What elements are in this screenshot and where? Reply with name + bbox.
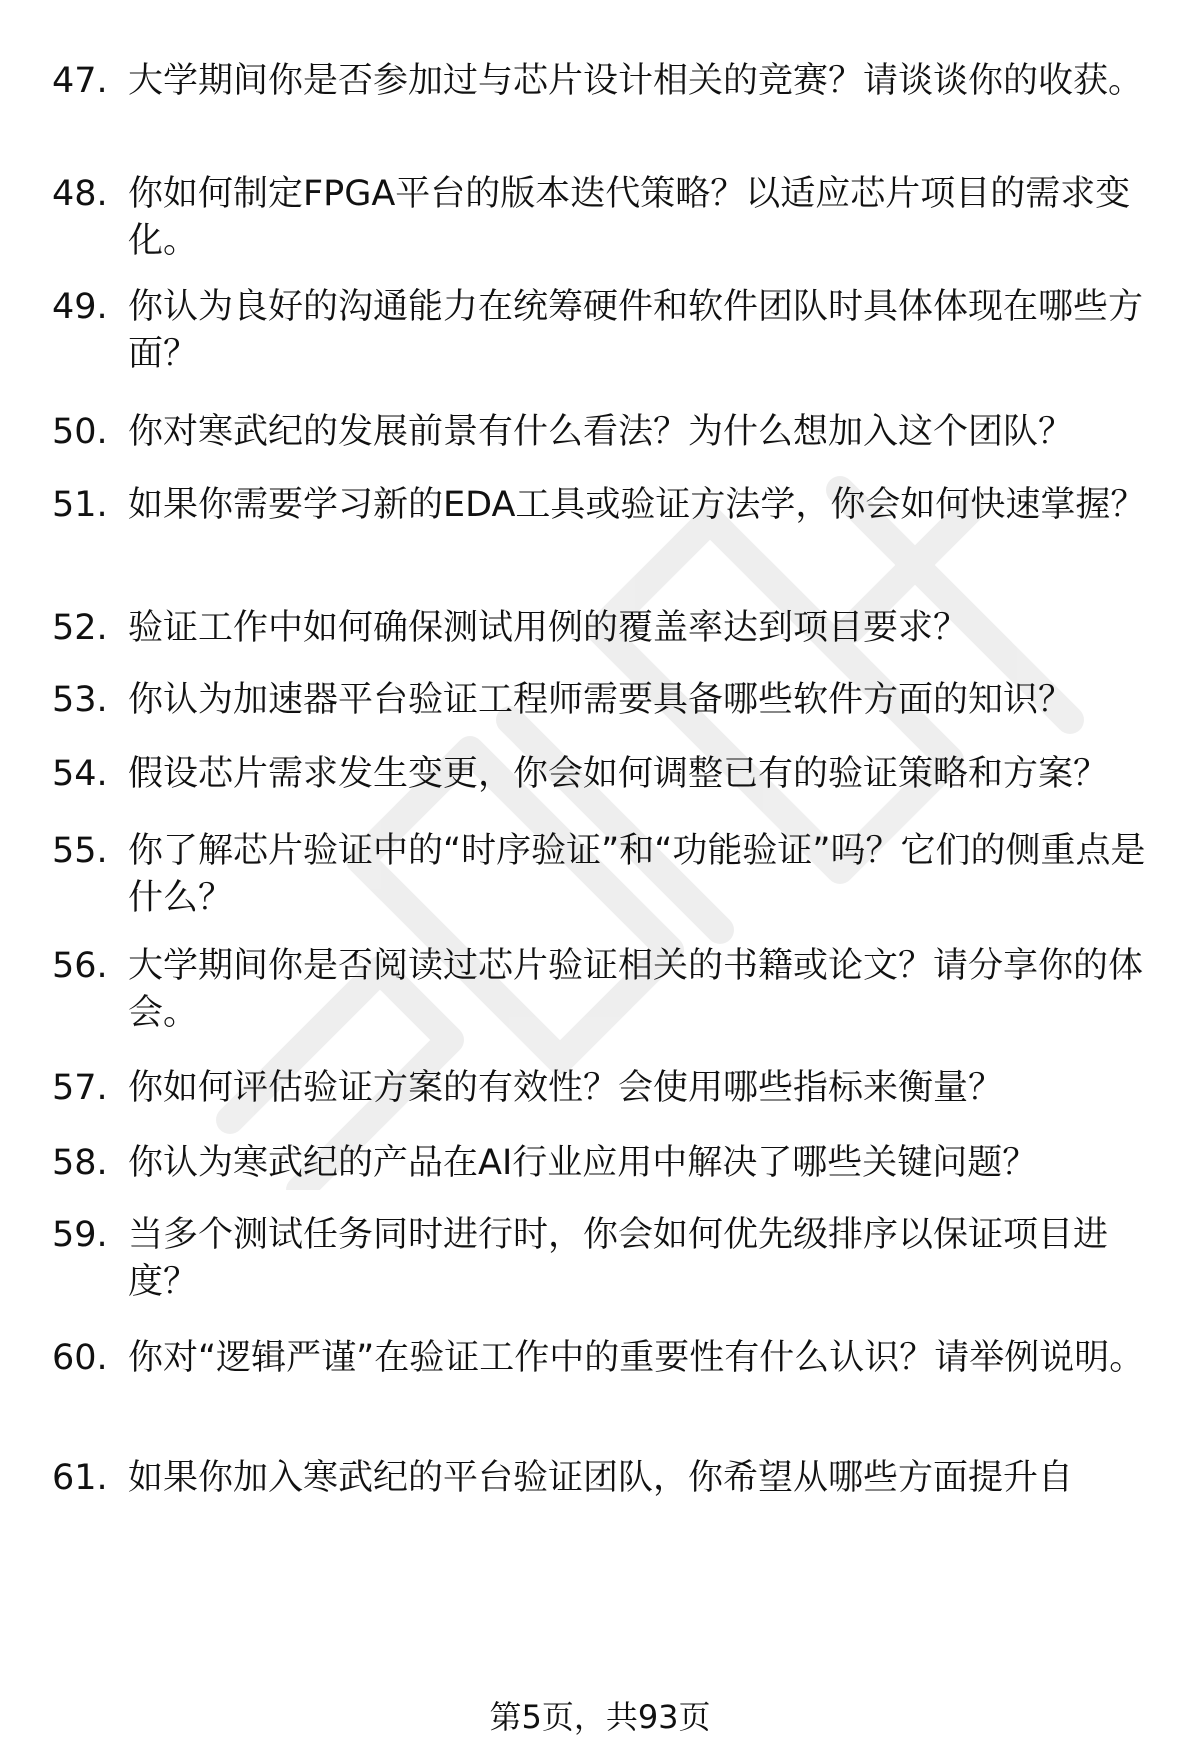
- question-number: 56.: [52, 946, 108, 986]
- question-number: 47.: [52, 61, 108, 101]
- question-number: 51.: [52, 485, 108, 525]
- question-text: 当多个测试任务同时进行时，你会如何优先级排序以保证项目进度？: [128, 1215, 1109, 1302]
- list-item: [52, 943, 1162, 1037]
- question-number: 55.: [52, 831, 108, 871]
- question-text: 你对“逻辑严谨”在验证工作中的重要性有什么认识？请举例说明。: [128, 1338, 1145, 1378]
- question-number: 52.: [52, 608, 108, 648]
- question-text: 你如何制定FPGA平台的版本迭代策略？以适应芯片项目的需求变化。: [128, 174, 1131, 261]
- list-item: [52, 1065, 1162, 1112]
- question-text: 如果你需要学习新的EDA工具或验证方法学，你会如何快速掌握？: [128, 485, 1146, 525]
- question-text: 你认为加速器平台验证工程师需要具备哪些软件方面的知识？: [128, 680, 1074, 720]
- list-item: [52, 1212, 1162, 1306]
- question-number: 57.: [52, 1068, 108, 1108]
- list-item: [52, 677, 1162, 724]
- question-text: 大学期间你是否参加过与芯片设计相关的竞赛？请谈谈你的收获。: [128, 61, 1144, 101]
- question-text: 你对寒武纪的发展前景有什么看法？为什么想加入这个团队？: [128, 412, 1074, 452]
- list-item: [52, 284, 1162, 378]
- page-number: 第5页，共93页: [489, 1698, 711, 1736]
- list-item: [52, 1140, 1162, 1187]
- question-number: 53.: [52, 680, 108, 720]
- question-text: 你认为良好的沟通能力在统筹硬件和软件团队时具体体现在哪些方面？: [128, 287, 1144, 374]
- question-number: 61.: [52, 1458, 108, 1498]
- question-number: 49.: [52, 287, 108, 327]
- question-number: 58.: [52, 1143, 108, 1183]
- list-item: [52, 605, 1162, 652]
- question-number: 59.: [52, 1215, 108, 1255]
- list-item: [52, 1455, 1162, 1502]
- question-text: 你了解芯片验证中的“时序验证”和“功能验证”吗？它们的侧重点是什么？: [128, 831, 1146, 918]
- question-number: 60.: [52, 1338, 108, 1378]
- list-item: [52, 482, 1162, 529]
- list-item: [52, 171, 1162, 265]
- question-number: 54.: [52, 754, 108, 794]
- question-text: 如果你加入寒武纪的平台验证团队，你希望从哪些方面提升自: [128, 1458, 1074, 1498]
- list-item: [52, 58, 1162, 105]
- question-number: 48.: [52, 174, 108, 214]
- question-text: 假设芯片需求发生变更，你会如何调整已有的验证策略和方案？: [128, 754, 1109, 794]
- question-text: 大学期间你是否阅读过芯片验证相关的书籍或论文？请分享你的体会。: [128, 946, 1144, 1033]
- question-text: 你如何评估验证方案的有效性？会使用哪些指标来衡量？: [128, 1068, 1004, 1108]
- question-text: 验证工作中如何确保测试用例的覆盖率达到项目要求？: [128, 608, 969, 648]
- question-number: 50.: [52, 412, 108, 452]
- list-item: [52, 409, 1162, 456]
- list-item: [52, 751, 1162, 798]
- list-item: [52, 1335, 1162, 1382]
- list-item: [52, 828, 1162, 922]
- question-text: 你认为寒武纪的产品在AI行业应用中解决了哪些关键问题？: [128, 1143, 1038, 1183]
